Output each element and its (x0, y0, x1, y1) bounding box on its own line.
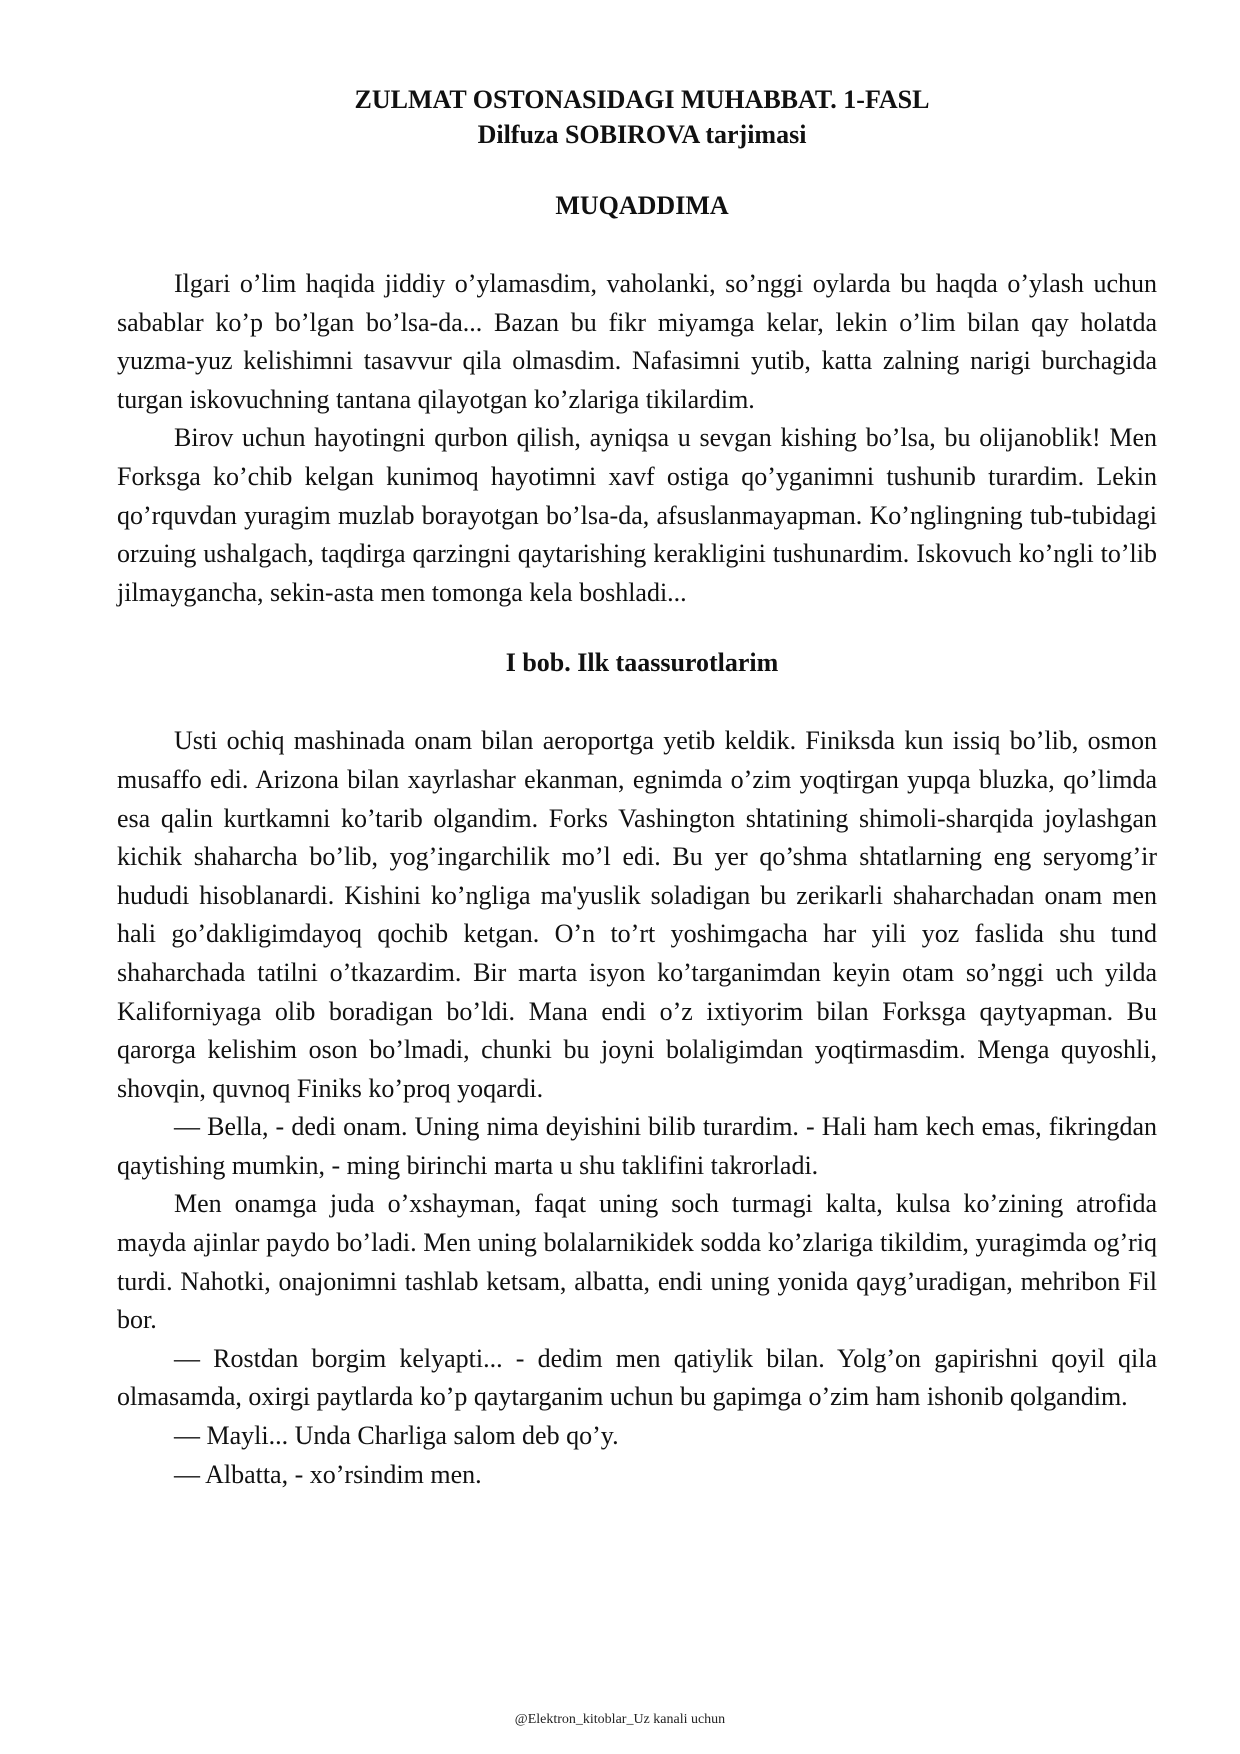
chapter-heading: I bob. Ilk taassurotlarim (505, 648, 779, 678)
chapter-paragraph: — Bella, - dedi onam. Uning nima deyishini bilib turardim. - Hali ham kech emas, fikringdan qaytishing mumkin, - ming birinchi marta u shu taklifini takrorladi. (117, 1112, 1157, 1180)
prologue-heading: MUQADDIMA (555, 191, 729, 220)
page-content (117, 82, 1157, 1494)
prologue-paragraph: Ilgari o’lim haqida jiddiy o’ylamasdim, vaholanki, so’nggi oylarda bu haqda o’ylash uchun sabablar ko’p bo’lgan bo’lsa-da... Bazan bu fikr miyamga kelar, lekin o’lim bilan qay holatda yuzma-yuz kelishimni tasavvur qila olmasdim. Nafasimni yutib, katta zalning narigi burchagida turgan iskovuchning tantana qilayotgan ko’zlariga tikilardim. (117, 269, 1157, 414)
chapter-paragraph: — Mayli... Unda Charliga salom deb qo’y. (174, 1421, 619, 1451)
title-block (127, 82, 1157, 152)
prologue-paragraph: Birov uchun hayotingni qurbon qilish, ayniqsa u sevgan kishing bo’lsa, bu olijanoblik! Men Forksga ko’chib kelgan kunimoq hayotimni xavf ostiga qo’yganimni tushunib turardim. Lekin qo’rquvdan yuragim muzlab borayotgan bo’lsa-da, afsuslanmayapman. Ko’nglingning tub-tubidagi orzuing ushalgach, taqdirga qarzingni qaytarishing kerakligini tushunardim. Iskovuch ko’ngli to’lib jilmayganchа, sekin-asta men tomonga kela boshladi... (117, 423, 1157, 607)
chapter-paragraph: Usti ochiq mashinada onam bilan aeroportga yetib keldik. Finiksda kun issiq bo’lib, osmon musaffo edi. Arizona bilan xayrlashar ekanman, egnimda o’zim yoqtirgan yupqa bluzka, qo’limda esa qalin kurtkamni ko’tarib olgandim. Forks Vashington shtatining shimoli-sharqida joylashgan kichik shaharcha bo’lib, yog’ingarchilik mo’l edi. Bu yer qo’shma shtatlarning eng seryomg’ir hududi hisoblanardi. Kishini ko’ngliga ma'yuslik soladigan bu zerikarli shaharchadan onam men hali go’dakligimdayoq qochib ketgan. O’n to’rt yoshimgacha har yili yoz faslida shu tund shaharchada tatilni o’tkazardim. Bir marta isyon ko’targanimdan keyin otam so’nggi uch yilda Kaliforniyaga olib boradigan bo’ldi. Mana endi o’z ixtiyorim bilan Forksga qaytyapman. Bu qarorga kelishim oson bo’lmadi, chunki bu joyni bolaligimdan yoqtirmasdim. Menga quyoshli, shovqin, quvnoq Finiks ko’proq yoqardi. (117, 726, 1157, 1103)
chapter-paragraph: Men onamga juda o’xshayman, faqat uning soch turmagi kalta, kulsa ko’zining atrofida mayda ajinlar paydo bo’ladi. Men uning bolalarnikidek sodda ko’zlariga tikildim, yuragimda og’riq turdi. Nahotki, onajonimni tashlab ketsam, albatta, endi uning yonida qayg’uradigan, mehribon Fil bor. (117, 1189, 1157, 1335)
chapter-paragraph: — Albatta, - xo’rsindim men. (174, 1459, 482, 1489)
footer-channel-credit: @Elektron_kitoblar_Uz kanali uchun (514, 1712, 726, 1727)
chapter-paragraph: — Rostdan borgim kelyapti... - dedim men qatiylik bilan. Yolg’on gapirishni qoyil qila olmasamda, oxirgi paytlarda ko’p qaytarganim uchun bu gapimga o’zim ham ishonib qolgandim. (117, 1343, 1157, 1412)
book-title: ZULMAT OSTONASIDAGI MUHABBAT. 1-FASL (354, 85, 930, 114)
translator-credit: Dilfuza SOBIROVA tarjimasi (477, 120, 807, 149)
